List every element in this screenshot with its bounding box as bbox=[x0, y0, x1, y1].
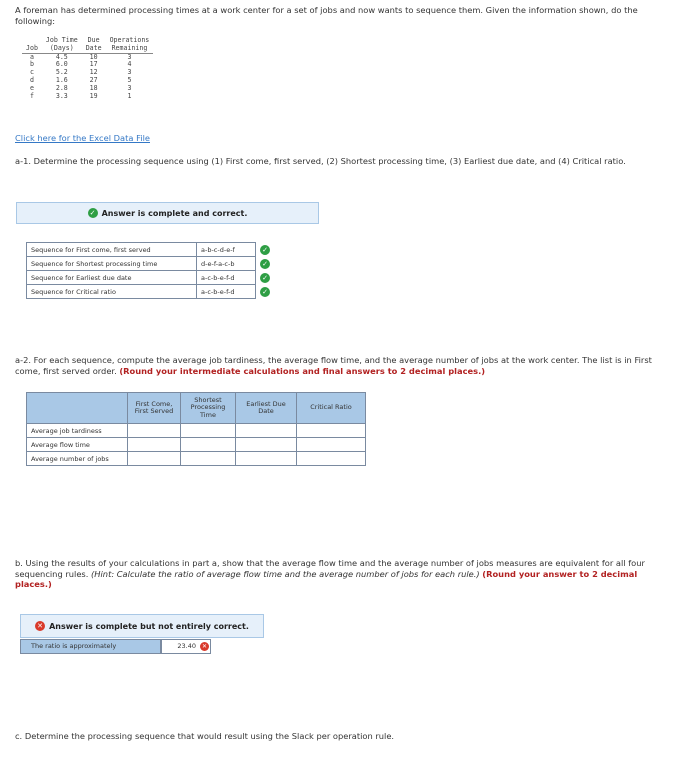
x-circle-icon: ✕ bbox=[35, 621, 45, 631]
table-row bbox=[27, 424, 366, 438]
answer-cell[interactable] bbox=[236, 452, 297, 466]
due-date: 19 bbox=[89, 91, 98, 100]
metrics-answer-table bbox=[26, 392, 366, 466]
answer-cell[interactable] bbox=[297, 452, 366, 466]
job-time: 5.2 bbox=[55, 68, 68, 77]
check-circle-icon: ✓ bbox=[260, 273, 270, 283]
job-time: 1.6 bbox=[55, 75, 68, 84]
job-id: c bbox=[29, 68, 34, 77]
table-row bbox=[22, 53, 153, 61]
check-circle-icon: ✓ bbox=[88, 208, 98, 218]
job-id: d bbox=[29, 75, 34, 84]
job-time: 3.3 bbox=[55, 91, 68, 100]
column-header: Earliest Due Date bbox=[236, 393, 297, 424]
answer-cell[interactable] bbox=[236, 424, 297, 438]
rounding-instruction: (Round your answer to 2 decimal places.) bbox=[15, 568, 638, 589]
job-id: a bbox=[29, 52, 34, 61]
job-time: 2.8 bbox=[55, 83, 68, 92]
column-header: Critical Ratio bbox=[297, 393, 366, 424]
table-row bbox=[27, 285, 279, 299]
sequence-input-cr[interactable]: a-c-b-e-f-d bbox=[197, 285, 256, 299]
excel-data-file-link[interactable]: Click here for the Excel Data File bbox=[15, 133, 150, 143]
job-id: e bbox=[29, 83, 34, 92]
intro-text: A foreman has determined processing times at a work center for a set of jobs and now wants to sequence them. Given the information shown, do the following: bbox=[15, 5, 638, 26]
table-row bbox=[27, 438, 366, 452]
header-cell: Job Time bbox=[45, 36, 78, 44]
ratio-input[interactable]: 23.40 bbox=[161, 639, 211, 654]
answer-partial-banner bbox=[20, 614, 264, 638]
table-row bbox=[22, 85, 153, 93]
header-cell: Remaining bbox=[106, 45, 154, 53]
row-label: Average job tardiness bbox=[27, 424, 128, 438]
question-a1-text: a-1. Determine the processing sequence using (1) First come, first served, (2) Shortest processing time, (3) Earliest due date, and (4) Critical ratio. bbox=[15, 156, 626, 166]
job-data-table bbox=[22, 37, 153, 100]
sequence-label: Sequence for First come, first served bbox=[27, 243, 197, 257]
rounding-instruction: (Round your intermediate calculations and final answers to 2 decimal places.) bbox=[119, 365, 486, 376]
column-header: Shortest Processing Time bbox=[181, 393, 236, 424]
header-cell: Due bbox=[87, 36, 100, 44]
table-row bbox=[22, 61, 153, 69]
check-circle-icon: ✓ bbox=[260, 259, 270, 269]
ops-remaining: 1 bbox=[127, 91, 132, 100]
answer-cell[interactable] bbox=[297, 438, 366, 452]
job-time: 4.5 bbox=[55, 52, 68, 61]
question-a2-main: a-2. For each sequence, compute the average job tardiness, the average flow time, and the average number of jobs at the work center. The list is in First come, first served order. bbox=[15, 355, 652, 376]
row-label: Average flow time bbox=[27, 438, 128, 452]
table-row bbox=[22, 77, 153, 85]
table-row bbox=[27, 452, 366, 466]
job-table-header-row-2 bbox=[22, 45, 153, 53]
sequence-label: Sequence for Shortest processing time bbox=[27, 257, 197, 271]
due-date: 18 bbox=[89, 83, 98, 92]
answer-cell[interactable] bbox=[297, 424, 366, 438]
sequence-input-edd[interactable]: a-c-b-e-f-d bbox=[197, 271, 256, 285]
due-date: 12 bbox=[89, 68, 98, 77]
due-date: 10 bbox=[89, 52, 98, 61]
answer-cell[interactable] bbox=[181, 438, 236, 452]
metrics-header-row bbox=[27, 393, 366, 424]
table-row bbox=[27, 271, 279, 285]
question-b-text bbox=[15, 558, 660, 590]
ops-remaining: 4 bbox=[127, 60, 132, 69]
header-cell: Job bbox=[22, 45, 42, 53]
ops-remaining: 3 bbox=[127, 68, 132, 77]
sequence-answer-table bbox=[26, 242, 279, 299]
sequence-input-spt[interactable]: d-e-f-a-c-b bbox=[197, 257, 256, 271]
job-id: f bbox=[29, 91, 34, 100]
job-id: b bbox=[29, 60, 34, 69]
column-header: First Come, First Served bbox=[128, 393, 181, 424]
check-circle-icon: ✓ bbox=[260, 245, 270, 255]
table-row bbox=[22, 69, 153, 77]
table-row bbox=[27, 243, 279, 257]
answer-correct-banner bbox=[16, 202, 319, 224]
banner-text: Answer is complete but not entirely correct. bbox=[49, 621, 249, 631]
table-row bbox=[27, 257, 279, 271]
question-b-main: b. Using the results of your calculations in part a, show that the average flow time and the average number of jobs measures are equivalent for all four sequencing rules. bbox=[15, 558, 645, 579]
answer-cell[interactable] bbox=[236, 438, 297, 452]
answer-cell[interactable] bbox=[128, 452, 181, 466]
job-time: 6.0 bbox=[55, 60, 68, 69]
question-b-hint: (Hint: Calculate the ratio of average flow time and the average number of jobs for each rule.) bbox=[91, 568, 480, 579]
header-cell: Date bbox=[82, 45, 106, 53]
sequence-label: Sequence for Earliest due date bbox=[27, 271, 197, 285]
answer-cell[interactable] bbox=[181, 452, 236, 466]
check-circle-icon: ✓ bbox=[260, 287, 270, 297]
answer-cell[interactable] bbox=[128, 438, 181, 452]
header-cell: Operations bbox=[109, 36, 150, 44]
question-a2-text bbox=[15, 355, 660, 376]
ops-remaining: 5 bbox=[127, 75, 132, 84]
ops-remaining: 3 bbox=[127, 83, 132, 92]
answer-cell[interactable] bbox=[128, 424, 181, 438]
answer-cell[interactable] bbox=[181, 424, 236, 438]
sequence-input-fcfs[interactable]: a-b-c-d-e-f bbox=[197, 243, 256, 257]
row-label: Average number of jobs bbox=[27, 452, 128, 466]
ratio-label: The ratio is approximately bbox=[20, 639, 161, 654]
header-cell: (Days) bbox=[42, 45, 82, 53]
banner-text: Answer is complete and correct. bbox=[101, 208, 248, 218]
question-c-text: c. Determine the processing sequence that would result using the Slack per operation rule. bbox=[15, 731, 395, 741]
due-date: 27 bbox=[89, 75, 98, 84]
sequence-label: Sequence for Critical ratio bbox=[27, 285, 197, 299]
ops-remaining: 3 bbox=[127, 52, 132, 61]
due-date: 17 bbox=[89, 60, 98, 69]
x-circle-icon: ✕ bbox=[201, 643, 208, 650]
table-row bbox=[22, 93, 153, 101]
